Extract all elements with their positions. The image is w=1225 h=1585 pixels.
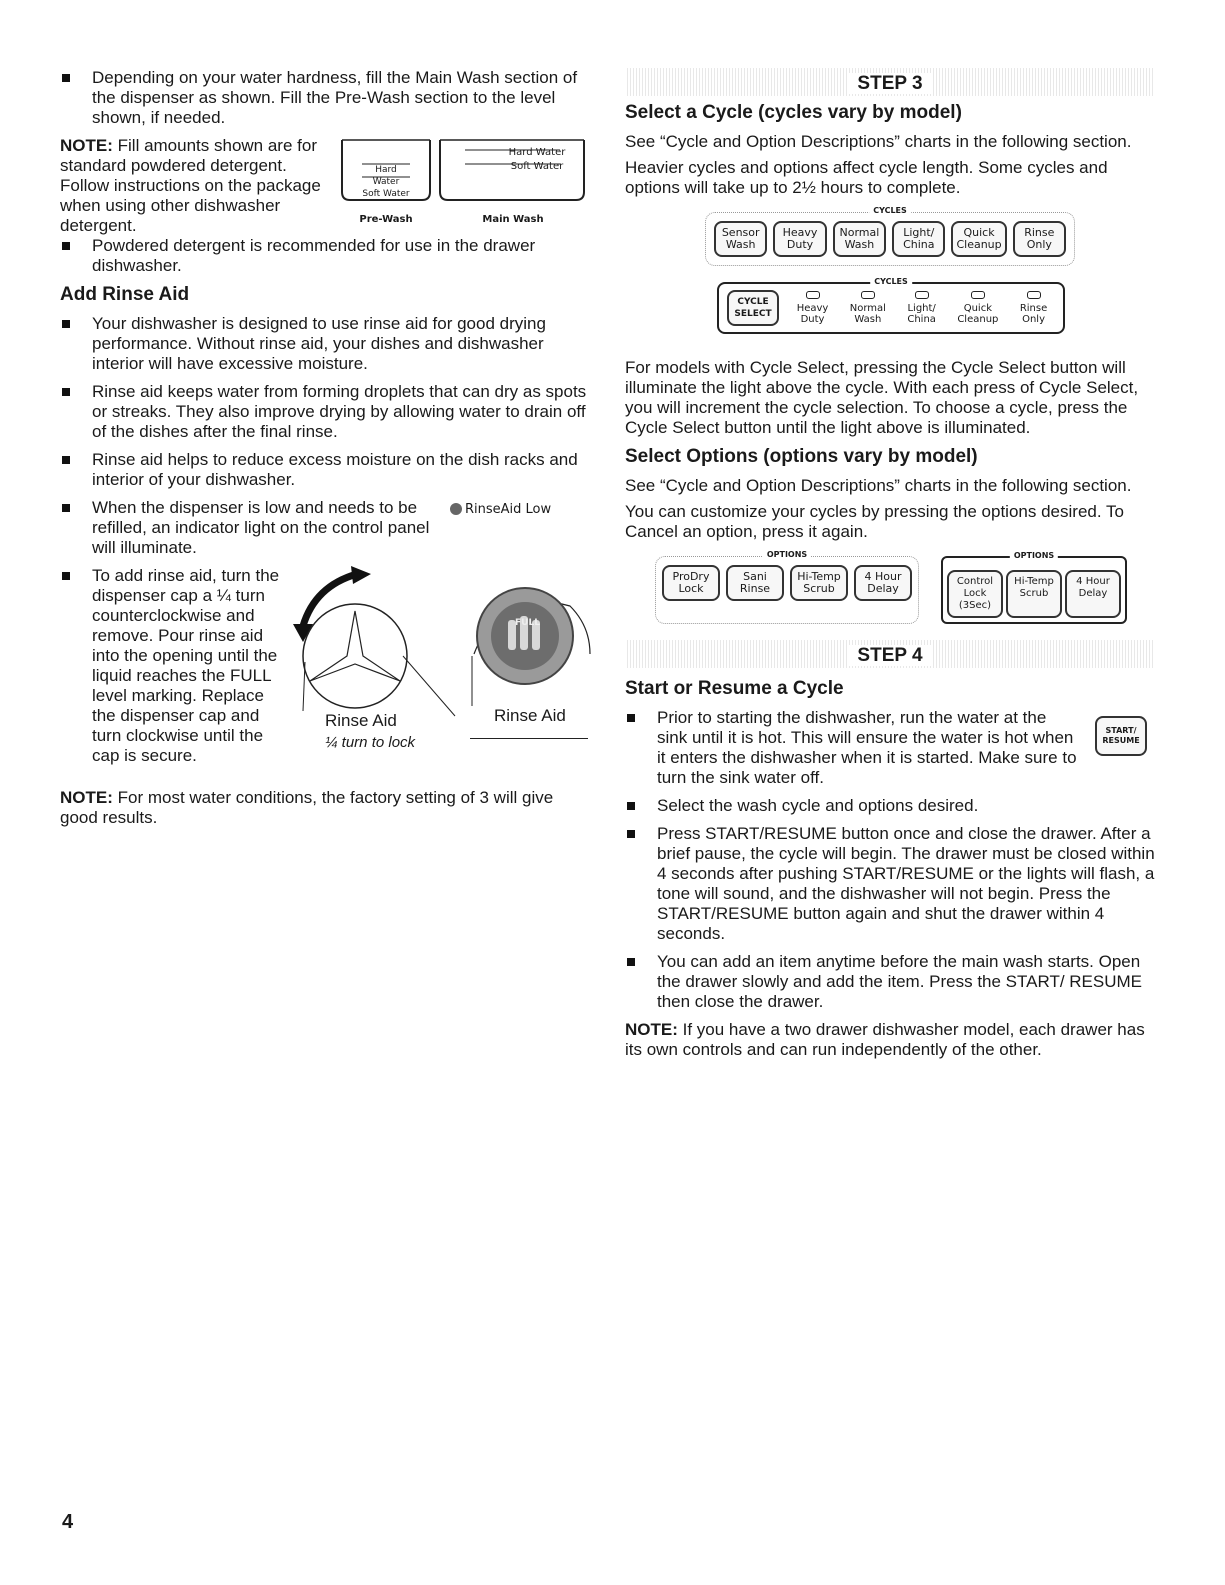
cycle-item-label: Light/ China [907,303,936,325]
cycle-light-icon [1027,291,1041,299]
options-paragraph-2: You can customize your cycles by pressing the options desired. To Cancel an option, press it again. [625,502,1124,541]
main-wash-label: Main Wash [482,214,544,225]
options2-button-row [947,570,1121,618]
cycle-item-rinse-only [1020,291,1047,325]
cycle-item-label: Rinse Only [1019,303,1048,325]
cycle-button-light-china[interactable]: Light/ China [892,221,945,257]
options-panels [655,550,1127,624]
cycles-panel-select [717,277,1065,334]
cycle-item-heavy-duty [797,291,829,325]
rinse-aid-low-indicator [450,500,551,520]
main-wash-soft-water-label: Soft Water [510,161,564,172]
rinse-bullet-2: Rinse aid keeps water from forming droplets that can dry as spots or streaks. They also improve drying by allowing water to drain off of the dishes after the final rinse. [60,382,590,442]
cycle-item-label: Heavy Duty [796,303,829,325]
right-column [625,68,1155,1066]
cycle-item-quick-cleanup [957,291,998,325]
cycle-button-normal-wash[interactable]: Normal Wash [833,221,886,257]
options-panel2-label: OPTIONS [1010,551,1058,561]
full-level-label: FULL [515,618,540,628]
cycle-button-rinse-only[interactable]: Rinse Only [1013,221,1066,257]
indicator-label: RinseAid Low [465,502,552,517]
options-panel-touch [655,550,919,624]
cycle-item-label: Normal Wash [849,303,886,325]
option-button-4-hour-delay-2[interactable]: 4 Hour Delay [1065,570,1121,618]
cycles-button-row [714,221,1066,257]
option-button-hi-temp-scrub-2[interactable]: Hi-Temp Scrub [1006,570,1062,618]
heading-select-options: Select Options (options vary by model) [625,446,978,467]
step4-band [625,640,1155,668]
rinse-bullet-5: To add rinse aid, turn the dispenser cap a ¼ turn counterclockwise and remove. Pour rinse aid into the opening until the liquid reaches the FULL level marking. Replace the dispenser cap and turn clockwise until the cap is secure. [60,566,282,766]
options-panel-label: OPTIONS [763,550,811,560]
cycle-select-items [789,291,1055,325]
step3-title: STEP 3 [847,73,932,94]
cycle-select-button[interactable]: CYCLE SELECT [727,290,779,326]
note-text: Fill amounts shown are for standard powdered detergent. Follow instructions on the package when using other dishwasher detergent. [60,136,321,235]
cap-subcaption: ¼ turn to lock [325,734,416,751]
rinse-bullet-4: When the dispenser is low and needs to be refilled, an indicator light on the control panel will illuminate. [60,498,452,558]
options-button-row [662,565,912,601]
bullet-fill-detergent: Depending on your water hardness, fill the Main Wash section of the dispenser as shown. Fill the Pre-Wash section to the level shown, if needed. [60,68,590,128]
note2-label: NOTE: [60,788,113,807]
option-button-control-lock[interactable]: Control Lock (3Sec) [947,570,1003,618]
indicator-light-icon [450,503,462,515]
option-button-sani-rinse[interactable]: Sani Rinse [726,565,784,601]
rinse-bullet-1: Your dishwasher is designed to use rinse aid for good drying performance. Without rinse aid, your dishes and dishwasher interior will have excessive moisture. [60,314,590,374]
rinse-indicator-block [60,498,590,558]
cycle-button-heavy-duty[interactable]: Heavy Duty [773,221,826,257]
note2-text: For most water conditions, the factory setting of 3 will give good results. [60,788,554,827]
cycle-button-sensor-wash[interactable]: Sensor Wash [714,221,767,257]
rinse-cap-block [60,566,590,788]
cycle-light-icon [971,291,985,299]
note-factory-setting [60,788,590,828]
option-button-prodry[interactable]: ProDry Lock [662,565,720,601]
cycle-light-icon [861,291,875,299]
note-two-drawer [625,1020,1155,1060]
note-label: NOTE: [60,136,113,155]
option-button-4-hour-delay[interactable]: 4 Hour Delay [854,565,912,601]
pre-wash-hard-water-label: Hard Water [372,165,400,187]
note3-text: If you have a two drawer dishwasher model, each drawer has its own controls and can run independently of the other. [625,1020,1145,1059]
cycle-paragraph-2: Heavier cycles and options affect cycle length. Some cycles and options will take up to 2½ hours to complete. [625,158,1108,197]
heading-add-rinse-aid: Add Rinse Aid [60,284,190,305]
cycles-panel-touch [705,206,1075,266]
cycles-panel-label: CYCLES [869,206,911,216]
option-button-hi-temp-scrub[interactable]: Hi-Temp Scrub [790,565,848,601]
gauge-caption: Rinse Aid [494,706,566,725]
note-detergent-block [60,136,590,235]
gauge-rule [470,738,588,739]
start-bullet-4: You can add an item anytime before the main wash starts. Open the drawer slowly and add the item. Press the START/ RESUME then close the drawer. [625,952,1155,1012]
start-bullet-1-block [625,708,1155,788]
cycles-panel2-label: CYCLES [870,277,912,287]
start-resume-button[interactable]: START/ RESUME [1095,716,1147,756]
main-wash-hard-water-label: Hard Water [508,147,566,158]
options-paragraph-1: See “Cycle and Option Descriptions” charts in the following section. [625,476,1132,495]
heading-start-resume: Start or Resume a Cycle [625,678,844,699]
cycle-paragraph-1: See “Cycle and Option Descriptions” charts in the following section. [625,132,1132,151]
options-panel-lights [941,551,1127,624]
rinse-bullet-3: Rinse aid helps to reduce excess moisture on the dish racks and interior of your dishwasher. [60,450,590,490]
pre-wash-label: Pre-Wash [359,214,413,225]
page-number: 4 [62,1511,74,1533]
step3-band [625,68,1155,96]
cycle-light-icon [806,291,820,299]
cap-caption: Rinse Aid [325,711,397,730]
start-bullet-3: Press START/RESUME button once and close the drawer. After a brief pause, the cycle will begin. The drawer must be closed within 4 seconds after pushing START/RESUME or the lights will flash, a tone will sound, and the dishwasher will not begin. Press the START/RESUME button again and shut the drawer within 4 seconds. [625,824,1155,944]
note3-label: NOTE: [625,1020,678,1039]
pre-wash-soft-water-label: Soft Water [362,189,410,199]
bullet-powdered-detergent: Powdered detergent is recommended for use in the drawer dishwasher. [60,236,590,276]
step4-title: STEP 4 [847,645,932,666]
start-bullet-2: Select the wash cycle and options desired. [625,796,1155,816]
cycle-light-icon [915,291,929,299]
cycle-paragraph-3: For models with Cycle Select, pressing the Cycle Select button will illuminate the light above the cycle. With each press of Cycle Select, you will increment the cycle selection. To choose a cycle, press the Cycle Select button until the light above is illuminated. [625,358,1139,437]
heading-select-cycle: Select a Cycle (cycles vary by model) [625,102,962,123]
left-column [60,68,590,834]
cycle-item-label: Quick Cleanup [957,303,999,325]
cycle-button-quick-cleanup[interactable]: Quick Cleanup [951,221,1006,257]
cycle-item-light-china [907,291,936,325]
start-bullet-1: Prior to starting the dishwasher, run the water at the sink until it is hot. This will ensure the water is hot when it enters the dishwasher when it is started. Make sure to turn the sink water off. [625,708,1077,788]
cycle-item-normal-wash [850,291,886,325]
rinse-aid-gauge-diagram [470,576,595,726]
